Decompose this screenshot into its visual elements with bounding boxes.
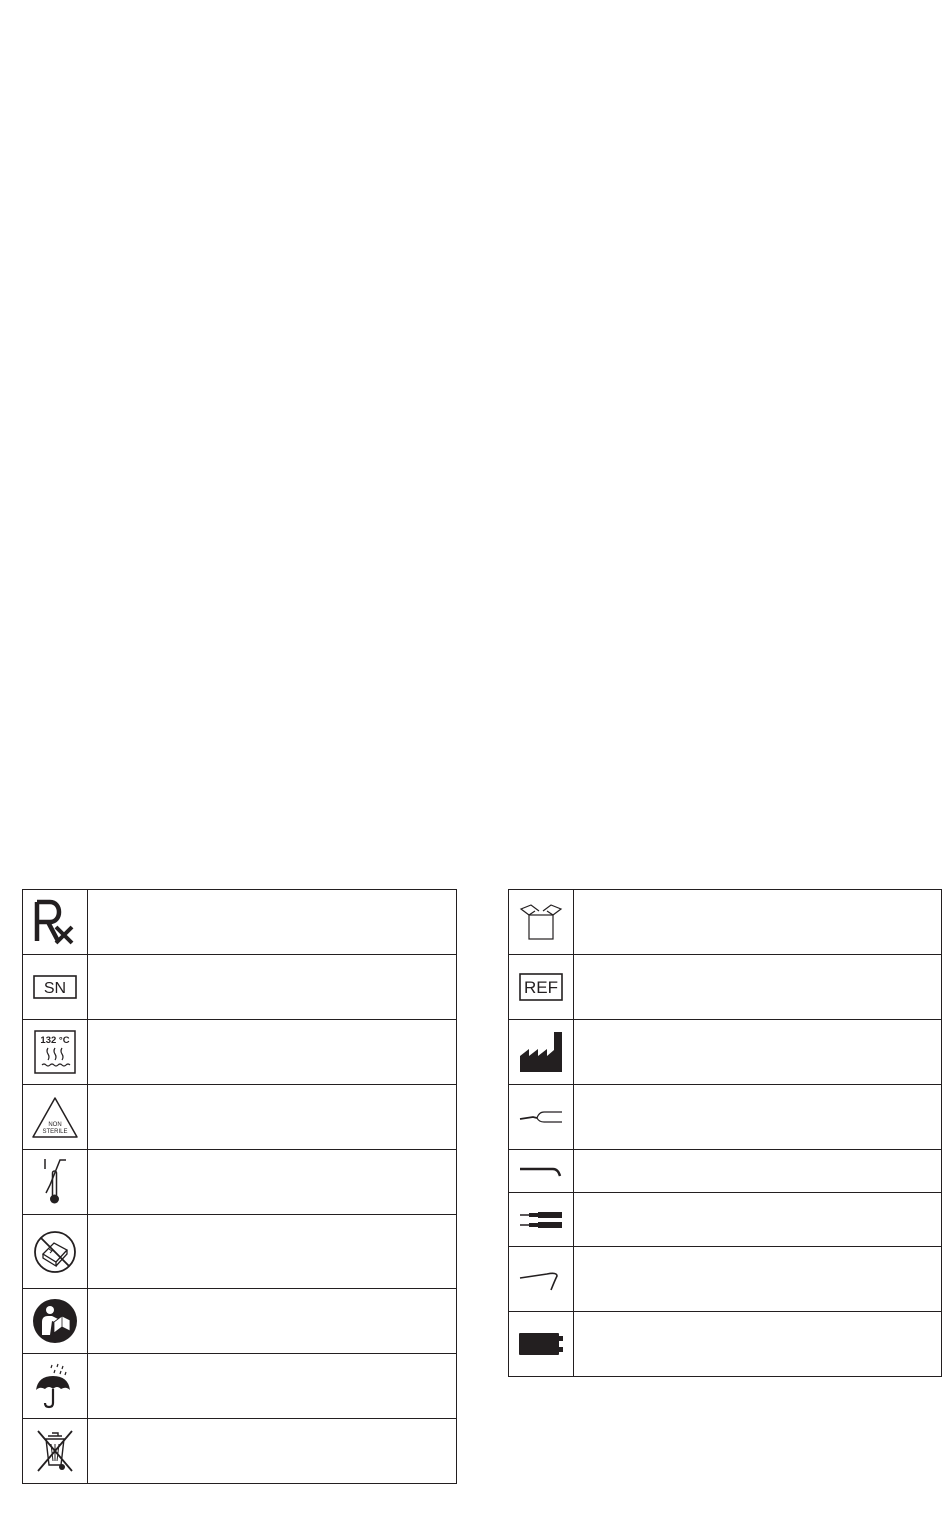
description-cell <box>574 1312 942 1377</box>
reference-number-icon <box>519 973 563 1001</box>
description-cell <box>88 955 457 1020</box>
reference-label: REF <box>524 978 558 997</box>
description-cell <box>574 1150 942 1193</box>
table-row <box>23 955 457 1020</box>
consult-instructions-icon <box>32 1298 78 1344</box>
icon-cell <box>509 1085 574 1150</box>
table-row <box>23 1215 457 1289</box>
icon-cell <box>23 1020 88 1085</box>
icon-cell <box>509 1020 574 1085</box>
temperature-limit-icon <box>40 1157 70 1207</box>
open-box-contents-icon <box>517 901 565 943</box>
keep-dry-umbrella-icon <box>32 1362 78 1410</box>
non-sterile-icon <box>31 1095 79 1139</box>
description-cell <box>574 1020 942 1085</box>
description-cell <box>88 1419 457 1484</box>
icon-cell <box>23 890 88 955</box>
icon-cell <box>509 1247 574 1312</box>
manufacturer-factory-icon <box>518 1030 564 1074</box>
table-row <box>23 1289 457 1354</box>
non-label: NON <box>48 1122 62 1128</box>
bent-probe-icon <box>517 1162 565 1180</box>
table-row <box>23 1354 457 1419</box>
icon-cell <box>23 1150 88 1215</box>
do-not-use-if-package-damaged-icon <box>32 1229 78 1275</box>
curved-hook-probe-icon <box>517 1264 565 1294</box>
description-cell <box>574 1085 942 1150</box>
icon-cell <box>509 1312 574 1377</box>
icon-cell <box>23 955 88 1020</box>
serial-number-label: SN <box>43 980 67 997</box>
sterilization-temperature-icon <box>34 1030 76 1074</box>
table-row <box>23 890 457 955</box>
table-row <box>509 1020 942 1085</box>
description-cell <box>88 1215 457 1289</box>
icon-cell <box>509 955 574 1020</box>
table-row <box>23 1419 457 1484</box>
description-cell <box>574 1193 942 1247</box>
description-cell <box>88 1085 457 1150</box>
description-cell <box>88 1020 457 1085</box>
left-symbol-table <box>22 889 457 1484</box>
weee-crossed-bin-icon <box>34 1427 76 1475</box>
table-row <box>509 955 942 1020</box>
table-row <box>509 1193 942 1247</box>
table-row <box>23 1150 457 1215</box>
icon-cell <box>23 1419 88 1484</box>
icon-cell <box>509 890 574 955</box>
icon-cell <box>23 1289 88 1354</box>
table-row <box>23 1085 457 1150</box>
dual-connector-cable-icon <box>517 1209 565 1231</box>
description-cell <box>574 955 942 1020</box>
sterile-label: STERILE <box>42 1129 68 1135</box>
right-symbol-table <box>508 889 942 1377</box>
table-row <box>509 1150 942 1193</box>
table-row <box>23 1020 457 1085</box>
description-cell <box>574 1247 942 1312</box>
temperature-label: 132 °C <box>40 1035 70 1046</box>
icon-cell <box>509 1150 574 1193</box>
battery-icon <box>517 1330 565 1358</box>
serial-number-icon <box>33 975 77 999</box>
icon-cell <box>23 1085 88 1150</box>
description-cell <box>88 1289 457 1354</box>
table-row <box>509 1085 942 1150</box>
table-row <box>509 1247 942 1312</box>
description-cell <box>88 1354 457 1419</box>
rx-prescription-icon <box>32 899 78 945</box>
icon-cell <box>23 1354 88 1419</box>
table-row <box>509 1312 942 1377</box>
table-row <box>509 890 942 955</box>
icon-cell <box>23 1215 88 1289</box>
description-cell <box>88 890 457 955</box>
icon-cell <box>509 1193 574 1247</box>
description-cell <box>88 1150 457 1215</box>
electrode-tip-icon <box>517 1106 565 1128</box>
description-cell <box>574 890 942 955</box>
